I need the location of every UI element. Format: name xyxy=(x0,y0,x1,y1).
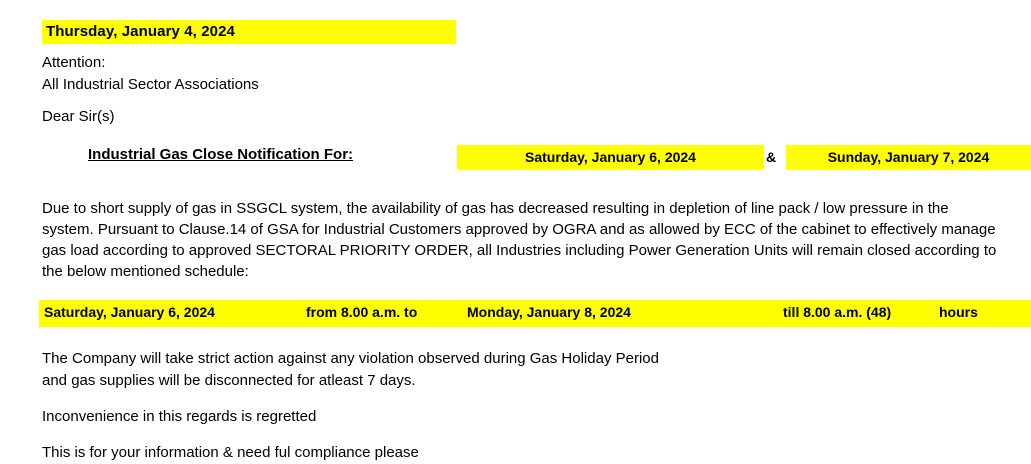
closing-block xyxy=(42,348,659,464)
attention-recipient: All Industrial Sector Associations xyxy=(42,76,259,93)
body-paragraph: Due to short supply of gas in SSGCL system, the availability of gas has decreased resulting in depletion of line pack / low pressure in the system. Pursuant to Clause.14 of GSA for Industrial Customers approved by OGRA and as allowed by ECC of the cabinet to effectively manage gas load according to approved SECTORAL PRIORITY ORDER, all Industries including Power Generation Units will remain closed according to the below mentioned schedule: xyxy=(42,200,997,280)
schedule-row xyxy=(39,300,1031,327)
regret-line: Inconvenience in this regards is regretted xyxy=(42,408,317,425)
schedule-start-date: Saturday, January 6, 2024 xyxy=(44,304,215,320)
schedule-from-time: from 8.00 a.m. to xyxy=(306,304,418,320)
schedule-till-time: till 8.00 a.m. (48) xyxy=(783,304,892,320)
notification-title: Industrial Gas Close Notification For: xyxy=(88,146,354,163)
warning-line-1: The Company will take strict action against any violation observed during Gas Holiday Period xyxy=(42,350,659,367)
schedule-duration-unit: hours xyxy=(939,304,978,320)
warning-line-2: and gas supplies will be disconnected for atleast 7 days. xyxy=(42,372,416,389)
attention-label: Attention: xyxy=(42,54,106,71)
notification-date-first: Saturday, January 6, 2024 xyxy=(457,145,764,170)
salutation: Dear Sir(s) xyxy=(42,108,115,125)
warning-block xyxy=(42,348,659,392)
notification-conjunction: & xyxy=(766,149,777,165)
notification-date-second: Sunday, January 7, 2024 xyxy=(786,145,1031,170)
schedule-end-date: Monday, January 8, 2024 xyxy=(467,304,631,320)
compliance-line: This is for your information & need ful compliance please xyxy=(42,444,419,461)
notification-header-row xyxy=(0,145,1031,171)
attention-block xyxy=(42,52,259,96)
document-date: Thursday, January 4, 2024 xyxy=(42,20,456,44)
